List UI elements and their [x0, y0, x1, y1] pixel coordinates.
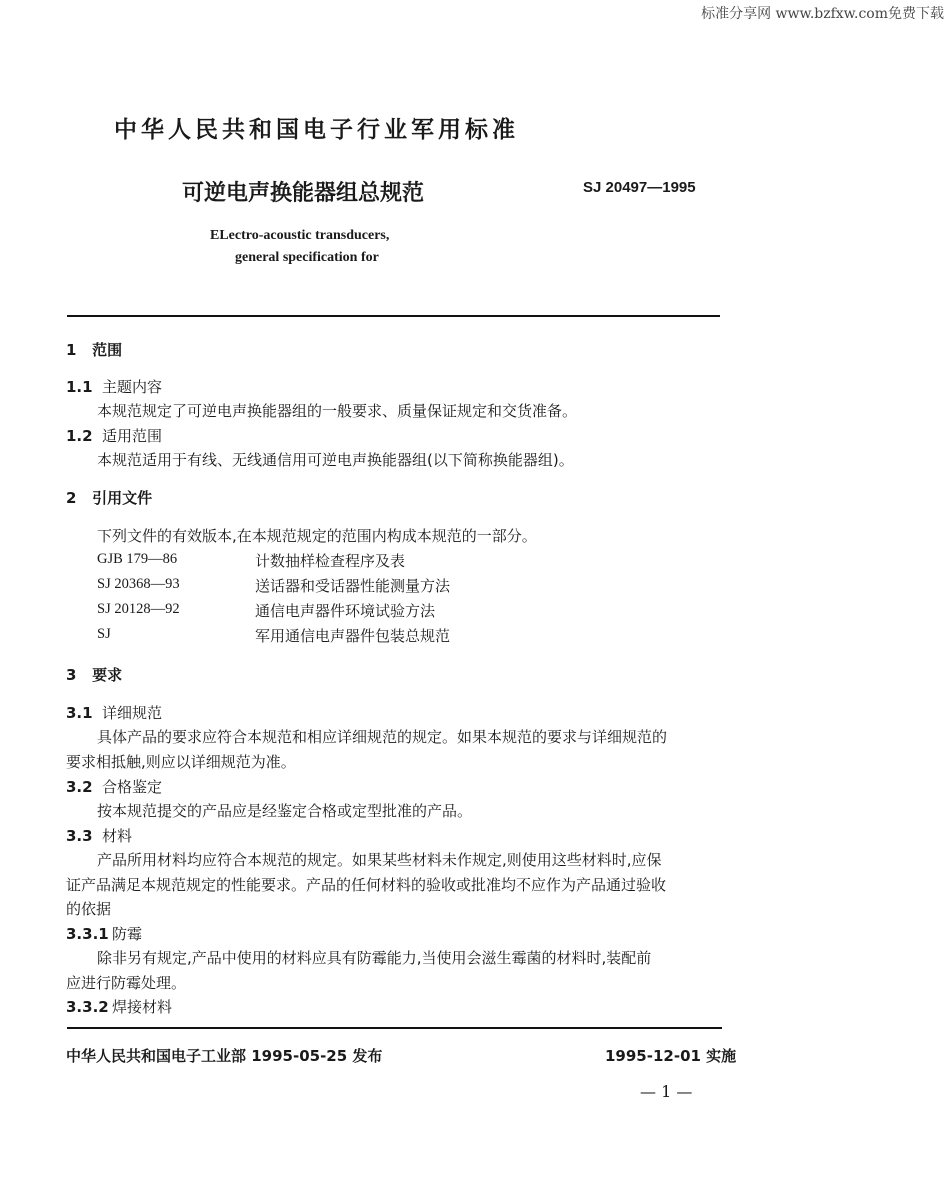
section-number: 3.1 — [66, 704, 93, 722]
page-number: — 1 — — [640, 1082, 693, 1101]
english-title-line-1: ELectro-acoustic transducers, — [210, 228, 390, 243]
section-2-text: 下列文件的有效版本,在本规范规定的范围内构成本规范的一部分。 — [97, 527, 537, 545]
reference-code: SJ 20368—93 — [97, 576, 180, 592]
section-3-3-text-line: 证产品满足本规范规定的性能要求。产品的任何材料的验收或批准均不应作为产品通过验收 — [66, 876, 667, 894]
english-title-line-2: general specification for — [235, 250, 379, 265]
section-title: 适用范围 — [102, 427, 163, 445]
section-3-1-heading — [66, 702, 162, 723]
section-3-3-1-heading — [66, 923, 142, 944]
reference-title: 军用通信电声器件包装总规范 — [255, 627, 451, 645]
issued-by: 中华人民共和国电子工业部 1995-05-25 发布 — [66, 1047, 383, 1065]
watermark: 标准分享网 www.bzfxw.com免费下载 — [701, 6, 944, 22]
reference-title: 通信电声器件环境试验方法 — [255, 602, 436, 620]
section-1-1-heading — [66, 376, 162, 397]
standard-title: 中华人民共和国电子行业军用标准 — [114, 117, 519, 143]
reference-title: 计数抽样检查程序及表 — [255, 552, 406, 570]
section-3-1-text-line: 要求相抵触,则应以详细规范为准。 — [66, 753, 296, 771]
section-number: 1 — [66, 341, 77, 359]
section-number: 1.1 — [66, 378, 93, 396]
section-number: 3.3 — [66, 827, 93, 845]
section-3-3-heading — [66, 825, 132, 846]
section-number: 3 — [66, 666, 77, 684]
section-number: 3.2 — [66, 778, 93, 796]
section-title: 引用文件 — [92, 489, 153, 507]
reference-code: SJ 20128—92 — [97, 601, 180, 617]
section-3-3-text-line: 产品所用材料均应符合本规范的规定。如果某些材料未作规定,则使用这些材料时,应保 — [97, 851, 662, 869]
section-title: 合格鉴定 — [102, 778, 163, 796]
document-code: SJ 20497—1995 — [583, 179, 696, 196]
section-1-2-text: 本规范适用于有线、无线通信用可逆电声换能器组(以下简称换能器组)。 — [97, 451, 574, 469]
section-title: 要求 — [92, 666, 123, 684]
section-number: 2 — [66, 489, 77, 507]
section-3-3-1-text-line: 应进行防霉处理。 — [66, 974, 187, 992]
section-number: 3.3.1 — [66, 925, 109, 943]
section-title: 范围 — [92, 341, 123, 359]
reference-code: SJ — [97, 626, 111, 642]
section-3-3-2-heading — [66, 996, 172, 1017]
effective-date: 1995-12-01 实施 — [605, 1047, 737, 1065]
section-title: 主题内容 — [102, 378, 163, 396]
document-title: 可逆电声换能器组总规范 — [182, 181, 425, 206]
section-3-1-text-line: 具体产品的要求应符合本规范和相应详细规范的规定。如果本规范的要求与详细规范的 — [97, 728, 668, 746]
section-title: 材料 — [102, 827, 133, 845]
section-3-2-text: 按本规范提交的产品应是经鉴定合格或定型批准的产品。 — [97, 802, 473, 820]
section-number: 3.3.2 — [66, 998, 109, 1016]
section-3-2-heading — [66, 776, 162, 797]
header-divider — [67, 315, 720, 317]
section-number: 1.2 — [66, 427, 93, 445]
section-title: 焊接材料 — [112, 998, 173, 1016]
section-1-2-heading — [66, 425, 162, 446]
section-3-heading — [66, 664, 122, 685]
section-3-3-text-line: 的依据 — [66, 900, 112, 918]
section-1-1-text: 本规范规定了可逆电声换能器组的一般要求、质量保证规定和交货准备。 — [97, 402, 578, 420]
section-3-3-1-text-line: 除非另有规定,产品中使用的材料应具有防霉能力,当使用会滋生霉菌的材料时,装配前 — [97, 949, 652, 967]
section-1-heading — [66, 339, 122, 360]
reference-title: 送话器和受话器性能测量方法 — [255, 577, 451, 595]
reference-code: GJB 179—86 — [97, 551, 178, 567]
section-title: 防霉 — [112, 925, 143, 943]
footer-divider — [67, 1027, 722, 1029]
section-2-heading — [66, 487, 152, 508]
section-title: 详细规范 — [102, 704, 163, 722]
